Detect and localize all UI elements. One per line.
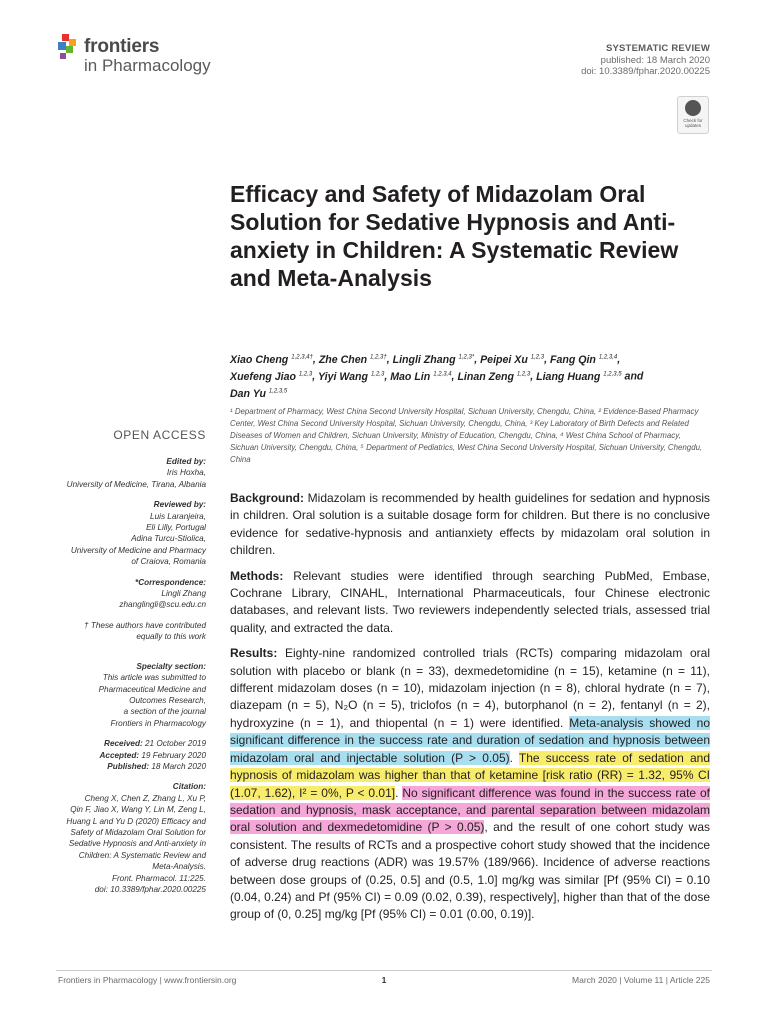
journal-brand: frontiers [84,36,160,57]
edited-by-block: Edited by: Iris Hoxha, University of Medicine, Tirana, Albania [66,457,206,489]
footer-journal-link[interactable]: Frontiers in Pharmacology | www.frontiersin.org [58,975,237,985]
author[interactable]: Liang Huang $^{1,2,3,5}$ [536,370,622,383]
author[interactable]: Zhe Chen $^{1,2,3\dagger}$ [318,353,387,366]
citation-doi[interactable]: doi: 10.3389/fphar.2020.00225 [94,885,206,894]
footer-volume-info: March 2020 | Volume 11 | Article 225 [572,975,710,985]
author[interactable]: Linan Zeng $^{1,2,3}$ [457,370,531,383]
reviewed-by-block: Reviewed by: Luis Laranjeira, Eli Lilly, Portugal Adina Turcu-Stiolica, University of Medicine and Pharmacy of Craiova, Romania [70,500,206,567]
highlight-blue[interactable]: Meta-analysis showed no significant difference in the success rate and duration of sedation and hypnosis between midazolam oral and injectable solution (P > 0.05) [230,715,710,765]
correspondence-block: *Correspondence: Lingli Zhang zhanglingli@scu.edu.cn [40,577,206,611]
published-date: published: 18 March 2020 [600,54,710,66]
author[interactable]: Xiao Cheng $^{1,2,3,4\dagger}$ [230,353,313,366]
citation-block: Citation: Cheng X, Chen Z, Zhang L, Xu P, Qin F, Jiao X, Wang Y, Lin M, Zeng L, Huang L and Yu D (2020) Efficacy and Safety of Midazolam Oral Solution for Sedative Hypnosis and Anti-anxiety in Children: A Systematic Review and Meta-Analysis. Front. Pharmacol. 11:225. doi: 10.3389/fphar.2020.00225 [40,781,206,895]
journal-name: in Pharmacology [84,56,211,75]
abstract [230,490,710,932]
author[interactable]: Xuefeng Jiao $^{1,2,3}$ [230,370,313,383]
check-updates-label: Check for updates [683,118,703,128]
page-number: 1 [381,975,387,985]
article-meta [581,43,710,78]
check-for-updates-button[interactable] [677,96,709,134]
abstract-background: Background: Midazolam is recommended by health guidelines for sedation and hypnosis in children. Oral solution is a suitable dosage form for children. But there is no conclusive evidence for sedative-hypnosis and antianxiety effects by midazolam oral solution in children. [230,491,710,558]
author[interactable]: Fang Qin $^{1,2,3,4}$ [550,353,618,366]
article-type: SYSTEMATIC REVIEW [605,43,710,54]
correspondence-email[interactable]: zhanglingli@scu.edu.cn [119,600,206,610]
highlight-pink[interactable]: No significant difference was found in the success rate of sedation and hypnosis, mask acceptance, and parental separation between midazolam oral solution and dexmedetomidine (P > 0.05) [230,785,710,835]
article-doi[interactable]: doi: 10.3389/fphar.2020.00225 [581,66,710,77]
equal-contribution-note: † These authors have contributed equally to this work [84,620,206,642]
dates-block: Received: 21 October 2019 Accepted: 19 February 2020 Published: 18 March 2020 [99,739,206,771]
footer-divider [56,970,712,971]
frontiers-logo-icon [56,34,80,62]
author-list: Xiao Cheng $^{1,2,3,4\dagger}$, Zhe Chen $^{1,2,3\dagger}$, Lingli Zhang $^{1,2,3*}$, Peipei Xu $^{1,2,3}$, Fang Qin $^{1,2,3,4}$, Xuefeng Jiao $^{1,2,3}$, Yiyi Wang $^{1,2,3}$, Mao Lin $^{1,2,3,4}$, Linan Zeng $^{1,2,3}$, Liang Huang $^{1,2,3,5}$ and Dan Yu $^{1,2,3,5}$ [230,353,644,400]
open-access-label: OPEN ACCESS [113,428,206,442]
author[interactable]: Dan Yu $^{1,2,3,5}$ [230,387,288,400]
article-title: Efficacy and Safety of Midazolam Oral Solution for Sedative Hypnosis and Anti-anxiety in Children: A Systematic Review and Meta-Analysis [230,181,679,291]
check-updates-icon [685,100,701,116]
abstract-methods: Methods: Relevant studies were identified through searching PubMed, Embase, Cochrane Library, CINAHL, International Pharmaceuticals, four Chinese electronic databases, and relevant lists. Two reviewers independently selected trials, assessed trial quality, and extracted the data. [230,568,710,635]
article-sidebar [40,456,206,904]
journal-logo[interactable] [56,34,226,80]
specialty-section-block: Specialty section: This article was submitted to Pharmaceutical Medicine and Outcomes Research, a section of the journal Frontiers in Pharmacology [98,661,206,728]
author[interactable]: Mao Lin $^{1,2,3,4}$ [390,370,452,383]
author[interactable]: Peipei Xu $^{1,2,3}$ [480,353,545,366]
affiliations: ¹ Department of Pharmacy, West China Second University Hospital, Sichuan University, Chengdu, China, ² Evidence-Based Pharmacy Center, West China Second University Hospital, Sichuan University, Chengdu, China, ³ Key Laboratory of Birth Defects and Related Diseases of Women and Children, Sichuan University, Ministry of Education, Chengdu, China, ⁴ West China School of Pharmacy, Sichuan University, Chengdu, China, ⁵ Department of Pediatrics, West China Second University Hospital, Sichuan University, Chengdu, China [230,407,703,464]
author[interactable]: Yiyi Wang $^{1,2,3}$ [317,370,385,383]
abstract-results: Results: Eighty-nine randomized controlled trials (RCTs) comparing midazolam oral solution with placebo or blank (n = 33), dexmedetomidine (n = 15), ketamine (n = 11), different midazolam doses (n = 10), midazolam injection (n = 8), chloral hydrate (n = 7), diazepam (n = 5), N₂O (n = 5), triclofos (n = 4), butorphanol (n = 2), fentanyl (n = 2), hydroxyzine (n = 1), and thiopental (n = 1) were identified. Meta-analysis showed no significant difference in the success rate and duration of sedation and hypnosis between midazolam oral and injectable solution (P > 0.05). The success rate of sedation and hypnosis of midazolam was higher than that of ketamine [risk ratio (RR) = 1.32, 95% CI (1.07, 1.62), I² = 0%, P < 0.01]. No significant difference was found in the success rate of sedation and hypnosis, mask acceptance, and parental separation between midazolam oral solution and dexmedetomidine (P > 0.05), and the result of one cohort study was consistent. The results of RCTs and a prospective cohort study showed that the incidence of adverse drug reactions (ADR) was 19.57% (189/966). Incidence of adverse reactions between dose groups of (0.25, 0.5] and (0.5, 1.0] mg/kg was similar [Pf (95% CI) = 0.10 (0.04, 0.24) and Pf (95% CI) = 0.09 (0.02, 0.39), respectively], higher than that of the dose group of (0, 0.25] mg/kg [Pf (95% CI) = 0.01 (0.00, 0.19)]. [230,646,710,922]
highlight-yellow[interactable]: The success rate of sedation and hypnosis of midazolam was higher than that of ketamine [risk ratio (RR) = 1.32, 95% CI (1.07, 1.62), I² = 0%, P < 0.01] [230,750,710,800]
author[interactable]: Lingli Zhang $^{1,2,3*}$ [392,353,475,366]
